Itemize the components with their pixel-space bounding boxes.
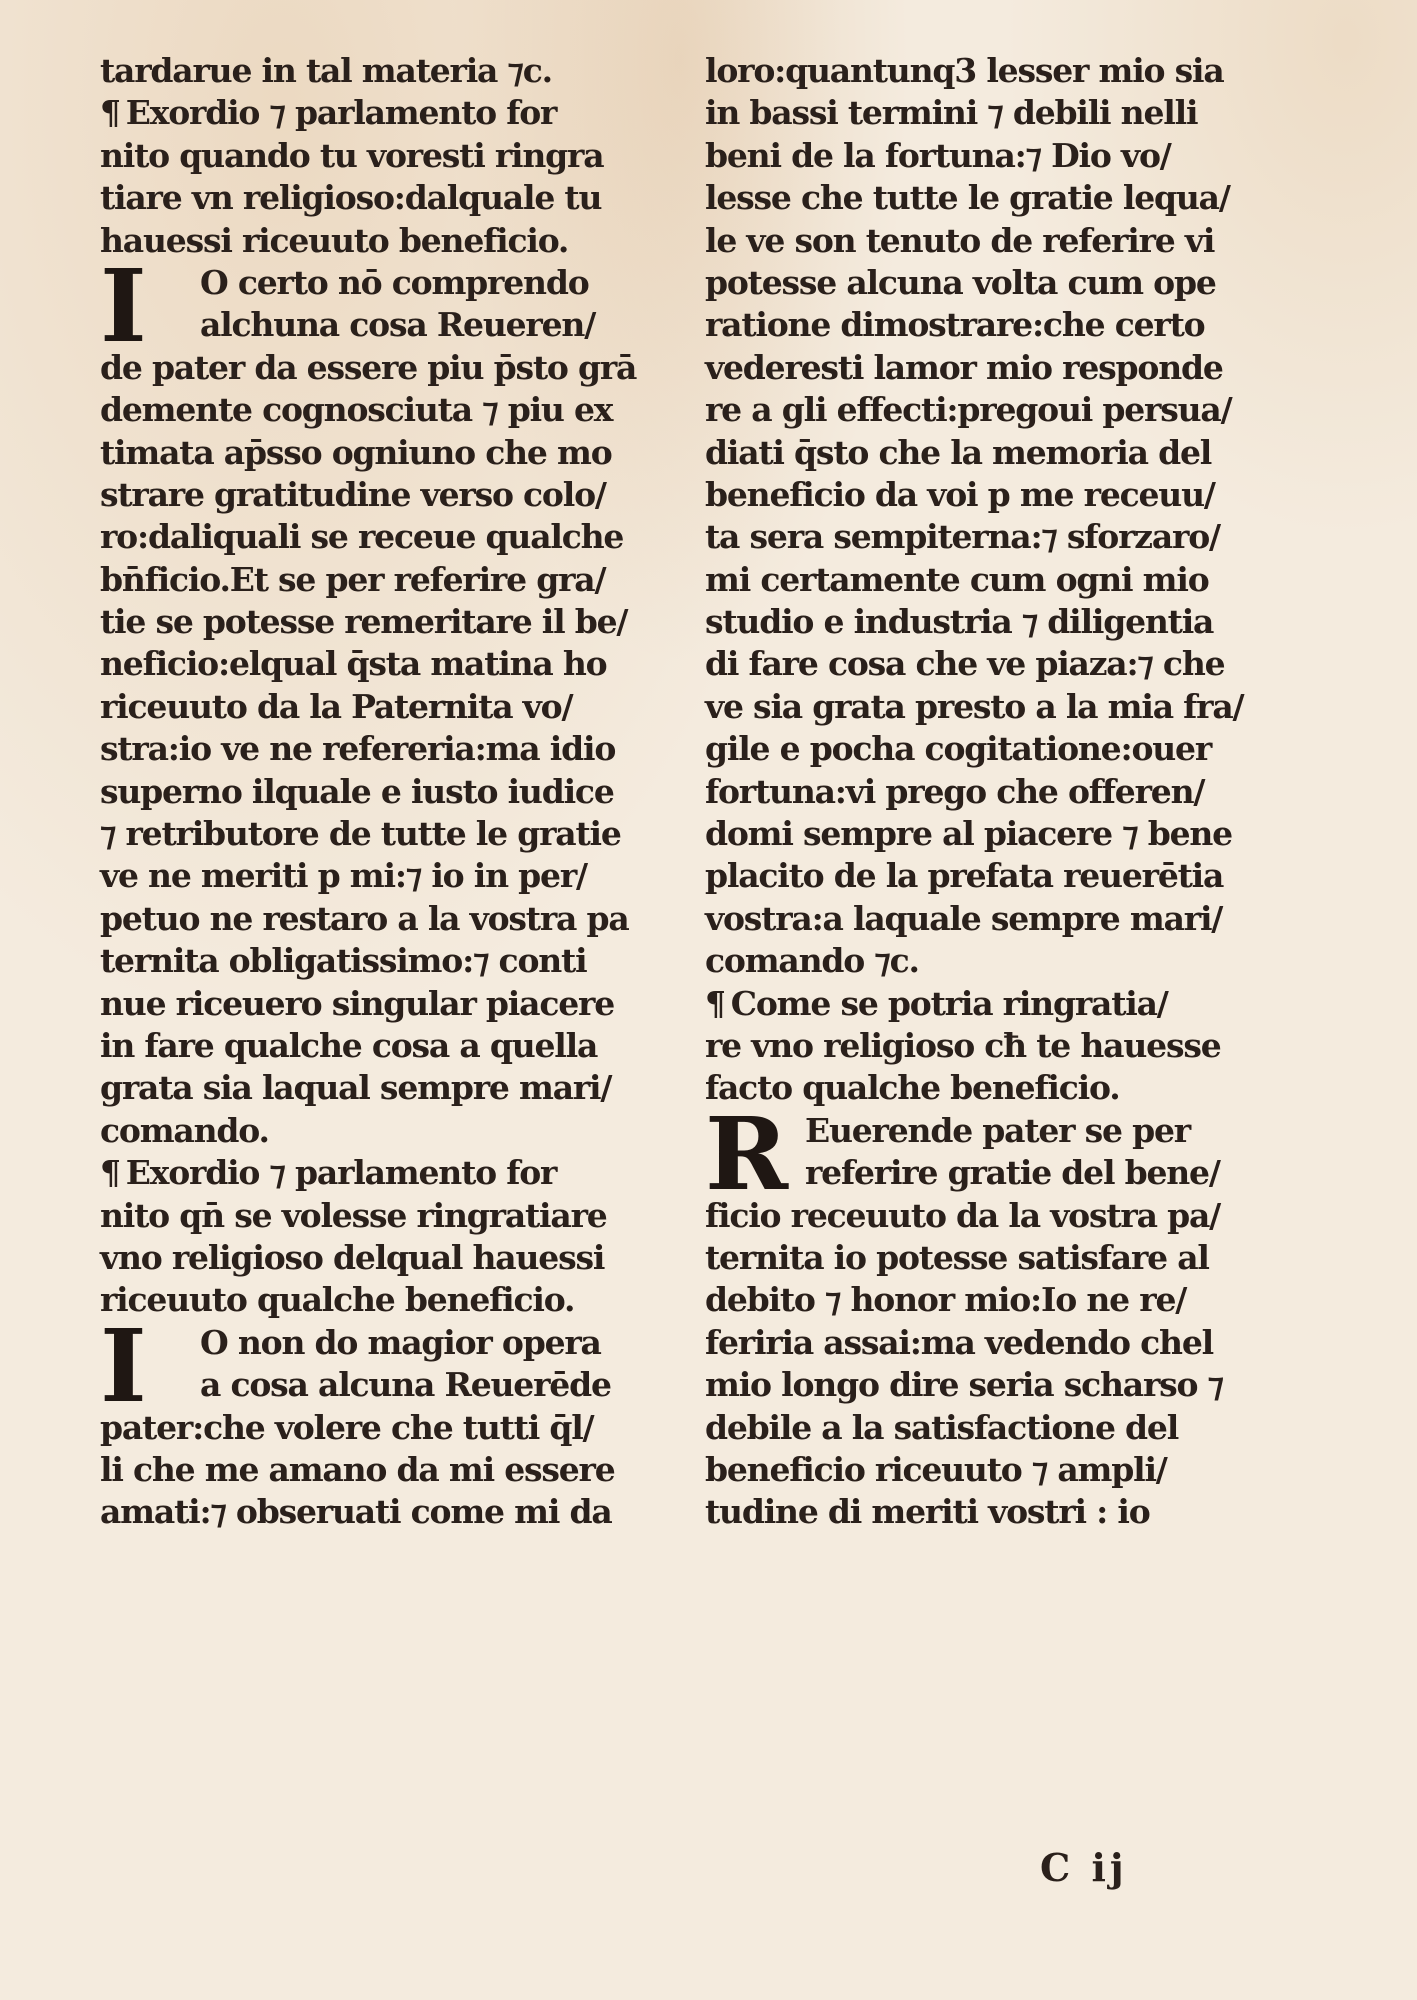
text-line: ficio receuuto da la vostra pa/ bbox=[705, 1195, 1220, 1235]
text-line: ro:daliquali se receue qualche bbox=[100, 517, 624, 557]
section-heading-2 bbox=[100, 1152, 690, 1322]
signature-mark: C ij bbox=[1040, 1845, 1128, 1890]
text-line: O non do magior opera bbox=[200, 1322, 601, 1362]
text-line: ve ne meriti p mi:⁊ io in per/ bbox=[100, 856, 587, 896]
text-line: beni de la fortuna:⁊ Dio vo/ bbox=[705, 135, 1171, 175]
text-line: timata ap̄sso ogniuno che mo bbox=[100, 432, 612, 472]
text-line: potesse alcuna volta cum ope bbox=[705, 262, 1216, 302]
text-line: nue riceuero singular piacere bbox=[100, 983, 614, 1023]
text-line: riceuuto qualche beneficio. bbox=[100, 1280, 575, 1320]
text-line: demente cognosciuta ⁊ piu ex bbox=[100, 390, 613, 430]
text-line: de pater da essere piu p̄sto grā bbox=[100, 347, 637, 387]
paragraph-continued bbox=[705, 50, 1270, 983]
text-line: tie se potesse remeritare il be/ bbox=[100, 602, 628, 642]
text-line: vno religioso delqual hauessi bbox=[100, 1237, 605, 1277]
text-line: mi certamente cum ogni mio bbox=[705, 559, 1209, 599]
text-line: vederesti lamor mio responde bbox=[705, 347, 1223, 387]
text-line: amati:⁊ obseruati come mi da bbox=[100, 1492, 612, 1532]
pilcrow-icon: ¶ bbox=[100, 93, 120, 133]
text-line: beneficio da voi p me receuu/ bbox=[705, 474, 1215, 514]
section-heading-1 bbox=[100, 92, 690, 262]
text-line: comando ⁊c. bbox=[705, 941, 919, 981]
pilcrow-icon: ¶ bbox=[100, 1153, 120, 1193]
text-line: ¶ Exordio ⁊ parlamento for bbox=[100, 93, 557, 133]
left-column bbox=[100, 50, 690, 1534]
text-line: re vno religioso cħ te hauesse bbox=[705, 1025, 1221, 1065]
text-line: vostra:a laquale sempre mari/ bbox=[705, 898, 1223, 938]
text-line: ratione dimostrare:che certo bbox=[705, 305, 1205, 345]
text-line: di fare cosa che ve piaza:⁊ che bbox=[705, 644, 1225, 684]
text-line: ve sia grata presto a la mia fra/ bbox=[705, 686, 1244, 726]
text-line: mio longo dire seria scharso ⁊ bbox=[705, 1365, 1223, 1405]
text-line: nito quando tu voresti ringra bbox=[100, 135, 604, 175]
text-line: domi sempre al piacere ⁊ bene bbox=[705, 814, 1232, 854]
section-heading-3 bbox=[705, 983, 1270, 1110]
text-line: Euerende pater se per bbox=[805, 1110, 1190, 1150]
text-line: diati q̄sto che la memoria del bbox=[705, 432, 1212, 472]
text-line: referire gratie del bene/ bbox=[805, 1153, 1220, 1193]
text-line: ⁊ retributore de tutte le gratie bbox=[100, 814, 621, 854]
text-line: studio e industria ⁊ diligentia bbox=[705, 602, 1214, 642]
text-line: ta sera sempiterna:⁊ sforzaro/ bbox=[705, 517, 1220, 557]
text-line: ternita obligatissimo:⁊ conti bbox=[100, 941, 587, 981]
text-line: O certo nō comprendo bbox=[200, 262, 589, 302]
text-line: debile a la satisfactione del bbox=[705, 1407, 1179, 1447]
text-line: placito de la prefata reuerētia bbox=[705, 856, 1224, 896]
drop-cap-initial: I bbox=[100, 1306, 146, 1425]
right-column bbox=[705, 50, 1270, 1534]
text-line: ¶ Come se potria ringratia/ bbox=[705, 983, 1168, 1023]
text-line: in fare qualche cosa a quella bbox=[100, 1025, 598, 1065]
text-line: tudine di meriti vostri : io bbox=[705, 1492, 1150, 1532]
text-line: a cosa alcuna Reuerēde bbox=[200, 1365, 611, 1405]
text-line: stra:io ve ne refereria:ma idio bbox=[100, 729, 616, 769]
pilcrow-icon: ¶ bbox=[705, 983, 725, 1023]
text-line: beneficio riceuuto ⁊ ampli/ bbox=[705, 1449, 1167, 1489]
drop-cap-initial: I bbox=[100, 246, 146, 365]
text-line: loro:quantunq3 lesser mio sia bbox=[705, 51, 1224, 90]
text-line: in bassi termini ⁊ debili nelli bbox=[705, 93, 1198, 133]
text-line: fortuna:vi prego che offeren/ bbox=[705, 771, 1205, 811]
text-line: grata sia laqual sempre mari/ bbox=[100, 1068, 612, 1108]
paragraph-2 bbox=[100, 1306, 690, 1534]
text-line: facto qualche beneficio. bbox=[705, 1068, 1120, 1108]
text-line: re a gli effecti:pregoui persua/ bbox=[705, 390, 1232, 430]
text-line: alchuna cosa Reueren/ bbox=[200, 305, 596, 345]
text-line: ¶ Exordio ⁊ parlamento for bbox=[100, 1153, 557, 1193]
text-line: le ve son tenuto de referire vi bbox=[705, 220, 1215, 260]
text-line: gile e pocha cogitatione:ouer bbox=[705, 729, 1212, 769]
text-line: comando. bbox=[100, 1110, 269, 1150]
text-line: bn̄ficio.Et se per referire gra/ bbox=[100, 559, 606, 599]
text-line: tiare vn religioso:dalquale tu bbox=[100, 178, 602, 218]
text-line: nito qn̄ se volesse ringratiare bbox=[100, 1195, 607, 1235]
text-line: superno ilquale e iusto iudice bbox=[100, 771, 614, 811]
text-line: petuo ne restaro a la vostra pa bbox=[100, 898, 629, 938]
text-line: li che me amano da mi essere bbox=[100, 1449, 615, 1489]
text-line: ternita io potesse satisfare al bbox=[705, 1237, 1209, 1277]
paragraph-3 bbox=[705, 1094, 1270, 1534]
drop-cap-initial: R bbox=[705, 1094, 787, 1213]
text-line: lesse che tutte le gratie lequa/ bbox=[705, 178, 1230, 218]
text-line: neficio:elqual q̄sta matina ho bbox=[100, 644, 607, 684]
text-line: riceuuto da la Paternita vo/ bbox=[100, 686, 573, 726]
paragraph-1 bbox=[100, 246, 690, 1152]
text-line: pater:che volere che tutti q̄l/ bbox=[100, 1407, 594, 1447]
text-line: debito ⁊ honor mio:Io ne re/ bbox=[705, 1280, 1187, 1320]
text-line: hauessi riceuuto beneficio. bbox=[100, 220, 569, 260]
text-line: strare gratitudine verso colo/ bbox=[100, 474, 606, 514]
text-line: tardarue in tal materia ⁊c. bbox=[100, 51, 552, 90]
text-line: feriria assai:ma vedendo chel bbox=[705, 1322, 1213, 1362]
